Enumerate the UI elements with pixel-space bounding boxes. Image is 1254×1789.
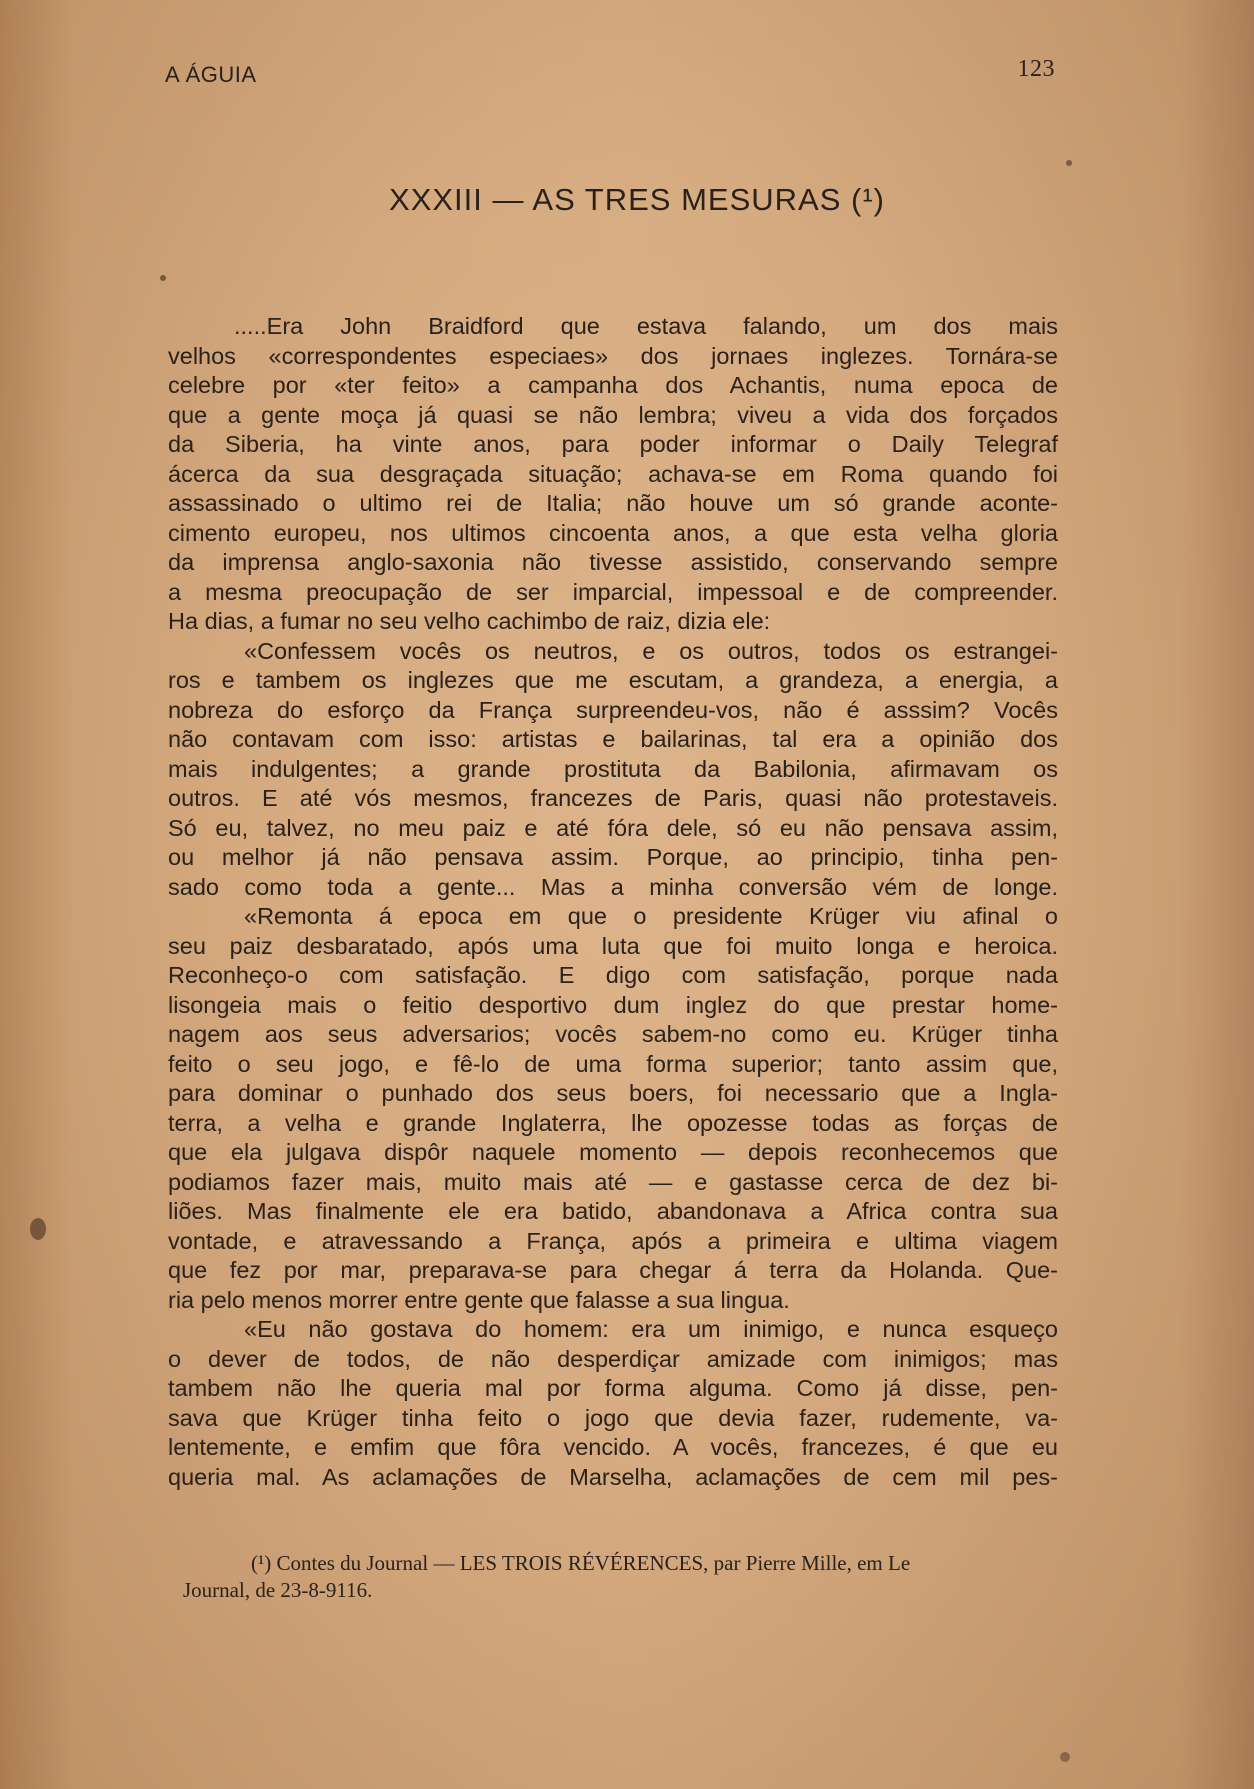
text-line: cimento europeu, nos ultimos cincoenta anos, a que esta velha gloria <box>168 519 1058 546</box>
text-line: para dominar o punhado dos seus boers, foi necessario que a Ingla- <box>168 1080 1058 1106</box>
text-line: celebre por «ter feito» a campanha dos Achantis, numa epoca de <box>168 372 1058 398</box>
text-line: mais indulgentes; a grande prostituta da Babilonia, afirmavam os <box>168 755 1058 782</box>
text-line: da imprensa anglo-saxonia não tivesse assistido, conservando sempre <box>168 549 1058 575</box>
text-line: podiamos fazer mais, muito mais até — e gastasse cerca de dez bi- <box>168 1168 1058 1195</box>
text-line: da Siberia, ha vinte anos, para poder informar o Daily Telegraf <box>168 431 1058 457</box>
text-line: seu paiz desbaratado, após uma luta que foi muito longa e heroica. <box>168 932 1058 959</box>
text-line: que a gente moça já quasi se não lembra; viveu a vida dos forçados <box>168 401 1058 428</box>
text-line: sava que Krüger tinha feito o jogo que devia fazer, rudemente, va- <box>168 1404 1058 1431</box>
text-line: ácerca da sua desgraçada situação; achava-se em Roma quando foi <box>168 460 1058 487</box>
text-line: ros e tambem os inglezes que me escutam, a grandeza, a energia, a <box>168 667 1058 693</box>
running-title: A ÁGUIA <box>165 62 257 87</box>
text-line: outros. E até vós mesmos, francezes de Paris, quasi não protestaveis. <box>168 785 1058 811</box>
ink-stain <box>1060 1752 1070 1762</box>
text-line: «Confessem vocês os neutros, e os outros, todos os estrangei- <box>244 637 1058 664</box>
text-line: terra, a velha e grande Inglaterra, lhe opozesse todas as forças de <box>168 1109 1058 1136</box>
text-line: nagem aos seus adversarios; vocês sabem-no como eu. Krüger tinha <box>168 1021 1058 1047</box>
text-line: ou melhor já não pensava assim. Porque, ao principio, tinha pen- <box>168 844 1058 870</box>
text-line: Reconheço-o com satisfação. E digo com satisfação, porque nada <box>168 962 1058 988</box>
text-line: nobreza do esforço da França surpreendeu-vos, não é asssim? Vocês <box>168 696 1058 723</box>
text-line: vontade, e atravessando a França, após a primeira e ultima viagem <box>168 1227 1058 1254</box>
ink-stain <box>1066 160 1072 166</box>
text-line: queria mal. As aclamações de Marselha, aclamações de cem mil pes- <box>168 1463 1058 1490</box>
footnote <box>183 1550 1063 1604</box>
text-line: assassinado o ultimo rei de Italia; não houve um só grande aconte- <box>168 490 1058 516</box>
text-line: «Eu não gostava do homem: era um inimigo, e nunca esqueço <box>244 1316 1058 1342</box>
footnote-line: Journal, de 23-8-9116. <box>183 1578 373 1602</box>
text-line: a mesma preocupação de ser imparcial, impessoal e de compreender. <box>168 578 1058 605</box>
footnote-line: (¹) Contes du Journal — LES TROIS RÉVÉRENCES, par Pierre Mille, em Le <box>251 1551 911 1575</box>
text-line: feito o seu jogo, e fê-lo de uma forma superior; tanto assim que, <box>168 1050 1058 1077</box>
text-line: Ha dias, a fumar no seu velho cachimbo de raiz, dizia ele: <box>168 608 771 634</box>
text-line: liões. Mas finalmente ele era batido, abandonava a Africa contra sua <box>168 1198 1058 1224</box>
text-line: lentemente, e emfim que fôra vencido. A vocês, francezes, é que eu <box>168 1434 1058 1460</box>
text-line: .....Era John Braidford que estava falando, um dos mais <box>234 313 1058 339</box>
text-line: que ela julgava dispôr naquele momento — depois reconhecemos que <box>168 1139 1058 1165</box>
text-line: Só eu, talvez, no meu paiz e até fóra dele, só eu não pensava assim, <box>168 814 1058 841</box>
text-line: lisongeia mais o feitio desportivo dum inglez do que prestar home- <box>168 991 1058 1018</box>
text-line: sado como toda a gente... Mas a minha conversão vém de longe. <box>168 873 1058 900</box>
text-line: que fez por mar, preparava-se para chegar á terra da Holanda. Que- <box>168 1257 1058 1283</box>
text-line: velhos «correspondentes especiaes» dos jornaes inglezes. Tornára-se <box>168 342 1058 369</box>
text-line: ria pelo menos morrer entre gente que falasse a sua lingua. <box>168 1286 790 1313</box>
body-text <box>168 312 1058 1492</box>
page-header <box>165 56 1055 86</box>
ink-stain <box>160 275 166 281</box>
chapter-title: XXXIII — AS TRES MESURAS (¹) <box>389 182 885 217</box>
text-line: «Remonta á epoca em que o presidente Krüger viu afinal o <box>244 903 1058 929</box>
ink-stain <box>30 1218 46 1240</box>
text-line: o dever de todos, de não desperdiçar amizade com inimigos; mas <box>168 1345 1058 1372</box>
page-number: 123 <box>1017 56 1055 82</box>
text-line: não contavam com isso: artistas e bailarinas, tal era a opinião dos <box>168 726 1058 752</box>
text-line: tambem não lhe queria mal por forma alguma. Como já disse, pen- <box>168 1375 1058 1401</box>
